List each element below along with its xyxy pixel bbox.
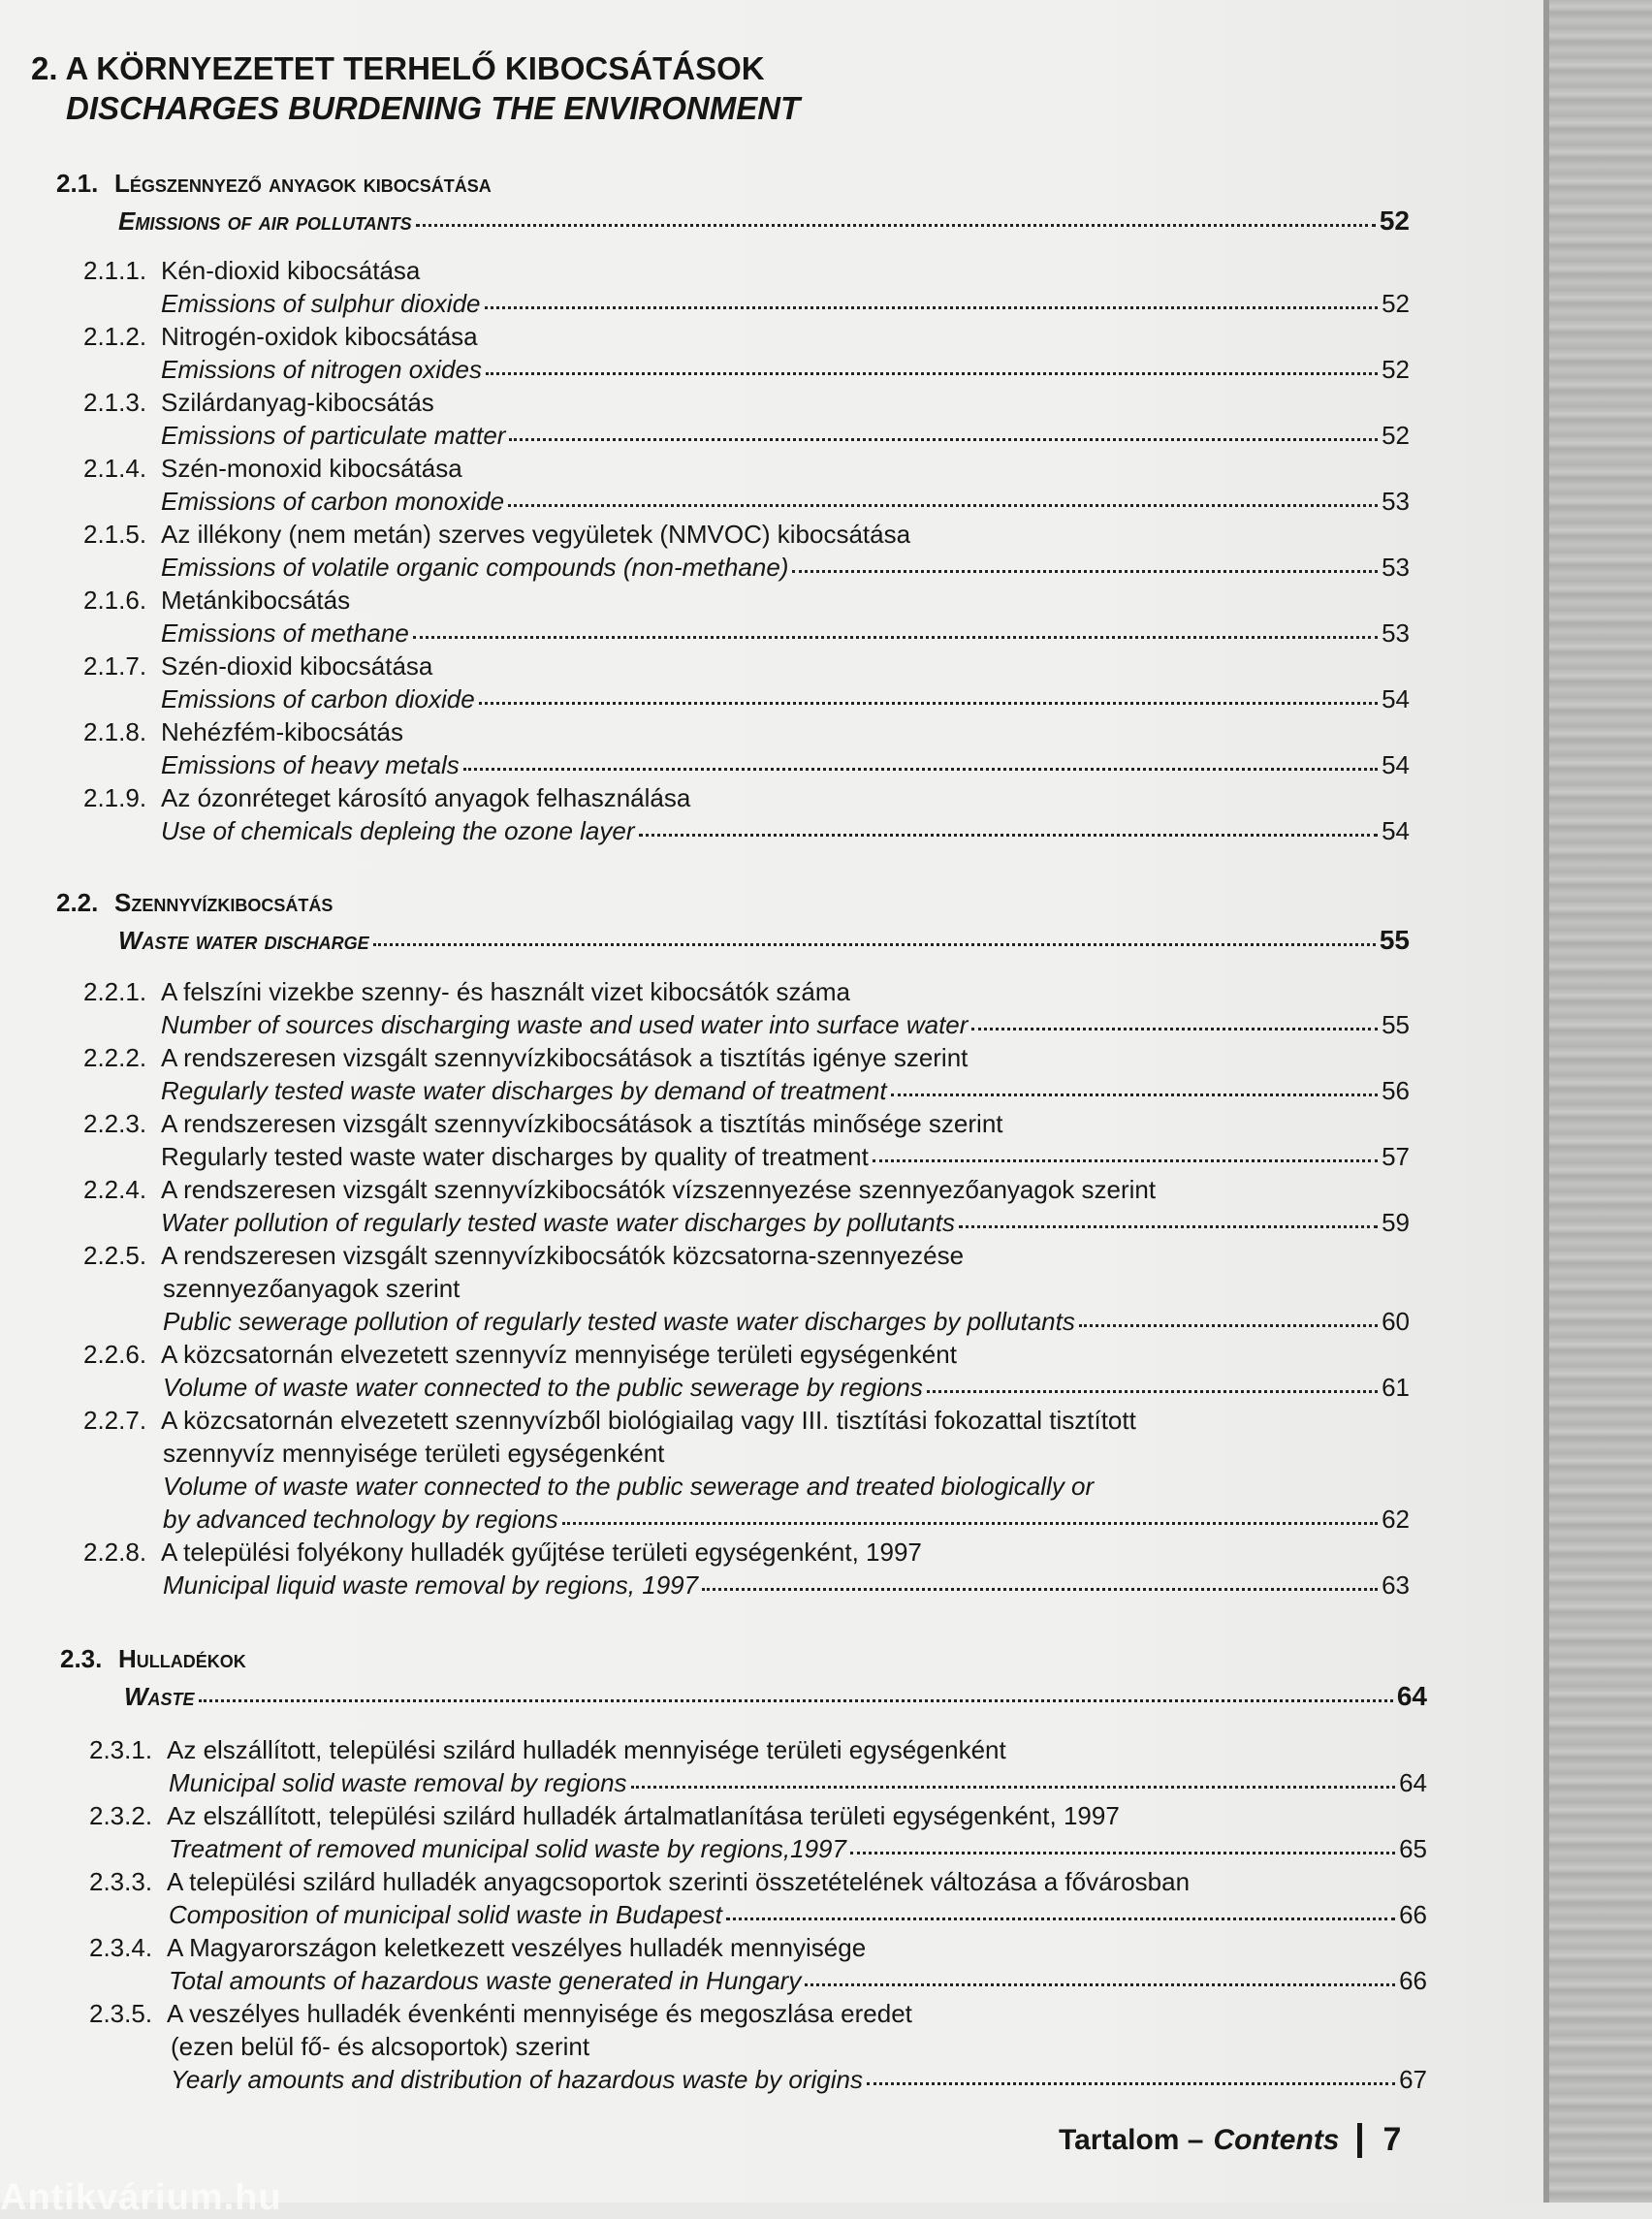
- toc-entry-2-2-1-english: Number of sources discharging waste and used water into surface water 55: [161, 1010, 1410, 1039]
- leader-dots: [1079, 1320, 1378, 1327]
- toc-entry-2-2-6: 2.2.6. A közcsatornán elvezetett szennyvíz mennyisége területi egységenként: [83, 1340, 957, 1369]
- leader-dots: [373, 939, 1376, 946]
- leader-dots: [805, 1980, 1395, 1986]
- leader-dots: [416, 220, 1376, 227]
- toc-entry-2-3-1: 2.3.1. Az elszállított, települési szilárd hulladék mennyisége területi egységenként: [89, 1735, 1006, 1764]
- toc-entry-2-2-7-continued: szennyvíz mennyisége területi egységenként: [163, 1439, 665, 1468]
- leader-dots: [792, 566, 1378, 573]
- toc-entry-2-2-3-english: Regularly tested waste water discharges by quality of treatment 57: [161, 1142, 1410, 1171]
- toc-entry-2-2-6-english: Volume of waste water connected to the public sewerage by regions 61: [163, 1373, 1410, 1402]
- toc-entry-2-2-7: 2.2.7. A közcsatornán elvezetett szennyvízből biológiailag vagy III. tisztítási fokozattal tisztított: [83, 1406, 1136, 1435]
- toc-entry-2-3-2: 2.3.2. Az elszállított, települési szilárd hulladék ártalmatlanítása területi egységenként, 1997: [89, 1801, 1120, 1830]
- page-number: 64: [1396, 1681, 1427, 1711]
- toc-entry-2-1-2: 2.1.2. Nitrogén-oxidok kibocsátása: [83, 322, 478, 351]
- toc-entry-2-2-8-english: Municipal liquid waste removal by regions, 1997 63: [163, 1570, 1410, 1600]
- toc-entry-2-3-4: 2.3.4. A Magyarországon keletkezett veszélyes hulladék mennyisége: [89, 1933, 867, 1962]
- chapter-title-hungarian: 2. A KÖRNYEZETET TERHELŐ KIBOCSÁTÁSOK: [31, 50, 765, 86]
- toc-entry-2-1-5: 2.1.5. Az illékony (nem metán) szerves vegyületek (NMVOC) kibocsátása: [83, 520, 911, 549]
- footer-label-hungarian: Tartalom –: [1059, 2123, 1204, 2156]
- toc-entry-2-1-4: 2.1.4. Szén-monoxid kibocsátása: [83, 454, 462, 483]
- leader-dots: [631, 1782, 1396, 1789]
- leader-dots: [891, 1090, 1378, 1096]
- section-title-2-1: 2.1. Légszennyező anyagok kibocsátása: [56, 169, 492, 198]
- section-subtitle-2-1: Emissions of air pollutants 52: [118, 206, 1410, 236]
- section-title-2-2: 2.2. Szennyvízkibocsátás: [56, 888, 334, 917]
- leader-dots: [463, 764, 1378, 771]
- toc-entry-2-2-7-english: by advanced technology by regions 62: [163, 1505, 1410, 1534]
- toc-entry-2-3-2-english: Treatment of removed municipal solid waste by regions,1997 65: [169, 1834, 1427, 1863]
- leader-dots: [702, 1584, 1378, 1591]
- watermark-text: Antikvárium.hu: [0, 2177, 282, 2218]
- footer-divider: [1357, 2123, 1362, 2158]
- leader-dots: [639, 830, 1379, 837]
- toc-entry-2-2-2: 2.2.2. A rendszeresen vizsgált szennyvízkibocsátások a tisztítás igénye szerint: [83, 1043, 969, 1072]
- leader-dots: [959, 1221, 1378, 1228]
- toc-entry-2-1-5-english: Emissions of volatile organic compounds (non-methane) 53: [161, 553, 1410, 582]
- leader-dots: [508, 500, 1378, 507]
- leader-dots: [971, 1024, 1378, 1030]
- section-subtitle-2-3: Waste 64: [124, 1681, 1427, 1711]
- page-footer: [1059, 2121, 1401, 2159]
- toc-entry-2-2-7-english-line1: Volume of waste water connected to the public sewerage and treated biologically or: [163, 1472, 1095, 1501]
- toc-entry-2-3-5: 2.3.5. A veszélyes hulladék évenkénti mennyisége és megoszlása eredet: [89, 1999, 912, 2028]
- leader-dots: [867, 2078, 1395, 2085]
- toc-entry-2-1-2-english: Emissions of nitrogen oxides 52: [161, 355, 1410, 384]
- footer-page-number: 7: [1382, 2121, 1402, 2158]
- toc-entry-2-1-9: 2.1.9. Az ózonréteget károsító anyagok felhasználása: [83, 783, 691, 812]
- toc-entry-2-2-3: 2.2.3. A rendszeresen vizsgált szennyvízkibocsátások a tisztítás minősége szerint: [83, 1109, 1003, 1138]
- leader-dots: [479, 698, 1378, 705]
- page-number: 55: [1379, 925, 1410, 955]
- leader-dots: [485, 302, 1379, 309]
- toc-entry-2-2-1: 2.2.1. A felszíni vizekbe szenny- és használt vizet kibocsátók száma: [83, 977, 850, 1006]
- toc-entry-2-1-1: 2.1.1. Kén-dioxid kibocsátása: [83, 256, 421, 285]
- leader-dots: [509, 434, 1378, 441]
- page-number: 52: [1379, 206, 1410, 236]
- leader-dots: [486, 368, 1378, 375]
- book-binding-edge: [1543, 0, 1652, 2203]
- toc-entry-2-1-8: 2.1.8. Nehézfém-kibocsátás: [83, 717, 403, 746]
- toc-entry-2-1-7-english: Emissions of carbon dioxide 54: [161, 684, 1410, 713]
- toc-entry-2-1-6: 2.1.6. Metánkibocsátás: [83, 586, 351, 615]
- leader-dots: [413, 632, 1378, 639]
- leader-dots: [927, 1386, 1378, 1393]
- toc-entry-2-3-4-english: Total amounts of hazardous waste generated in Hungary 66: [169, 1966, 1427, 1995]
- toc-entry-2-2-4: 2.2.4. A rendszeresen vizsgált szennyvízkibocsátók vízszennyezése szennyezőanyagok szerint: [83, 1175, 1157, 1204]
- toc-entry-2-3-3: 2.3.3. A települési szilárd hulladék anyagcsoportok szerinti összetételének változása a fővárosban: [89, 1867, 1191, 1896]
- toc-entry-2-3-3-english: Composition of municipal solid waste in Budapest 66: [169, 1900, 1427, 1929]
- section-subtitle-2-2: Waste water discharge 55: [118, 925, 1410, 955]
- chapter-title-english: DISCHARGES BURDENING THE ENVIRONMENT: [66, 90, 801, 126]
- toc-entry-2-2-5-english: Public sewerage pollution of regularly tested waste water discharges by pollutants 60: [163, 1307, 1410, 1336]
- toc-entry-2-2-2-english: Regularly tested waste water discharges by demand of treatment 56: [161, 1076, 1410, 1105]
- leader-dots: [873, 1156, 1378, 1162]
- toc-entry-2-3-1-english: Municipal solid waste removal by regions 64: [169, 1768, 1427, 1797]
- leader-dots: [199, 1696, 1393, 1702]
- toc-entry-2-2-8: 2.2.8. A települési folyékony hulladék gyűjtése területi egységenként, 1997: [83, 1537, 922, 1567]
- toc-entry-2-1-9-english: Use of chemicals depleing the ozone layer 54: [161, 816, 1410, 845]
- footer-label-english: Contents: [1213, 2123, 1340, 2156]
- toc-entry-2-3-5-continued: (ezen belül fő- és alcsoportok) szerint: [171, 2032, 590, 2061]
- toc-entry-2-1-3: 2.1.3. Szilárdanyag-kibocsátás: [83, 388, 434, 417]
- section-title-2-3: 2.3. Hulladékok: [60, 1644, 246, 1673]
- toc-entry-2-2-5: 2.2.5. A rendszeresen vizsgált szennyvízkibocsátók közcsatorna-szennyezése: [83, 1241, 965, 1270]
- toc-entry-2-1-1-english: Emissions of sulphur dioxide 52: [161, 289, 1410, 318]
- toc-entry-2-1-7: 2.1.7. Szén-dioxid kibocsátása: [83, 651, 433, 681]
- toc-entry-2-2-5-continued: szennyezőanyagok szerint: [163, 1274, 461, 1303]
- toc-entry-2-1-4-english: Emissions of carbon monoxide 53: [161, 487, 1410, 516]
- toc-entry-2-2-4-english: Water pollution of regularly tested waste water discharges by pollutants 59: [161, 1208, 1410, 1237]
- toc-entry-2-1-3-english: Emissions of particulate matter 52: [161, 421, 1410, 450]
- toc-entry-2-1-8-english: Emissions of heavy metals 54: [161, 750, 1410, 779]
- leader-dots: [726, 1914, 1395, 1920]
- leader-dots: [562, 1518, 1378, 1525]
- toc-entry-2-1-6-english: Emissions of methane 53: [161, 618, 1410, 648]
- toc-entry-2-3-5-english: Yearly amounts and distribution of hazardous waste by origins 67: [171, 2065, 1427, 2094]
- leader-dots: [850, 1848, 1395, 1854]
